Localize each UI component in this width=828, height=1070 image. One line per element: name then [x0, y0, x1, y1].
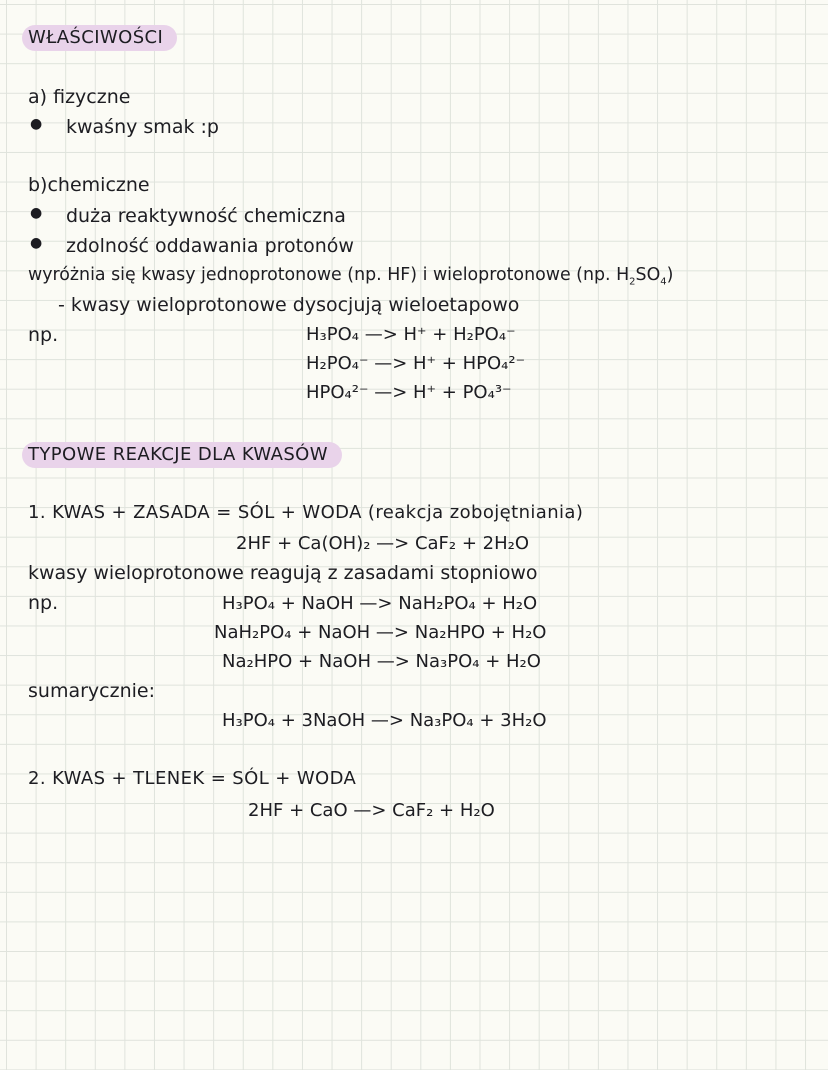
stepwise-dissociation-note: - kwasy wieloprotonowe dysocjują wieloetapowo — [58, 294, 520, 316]
dissociation-step-3: HPO₄²⁻ —> H⁺ + PO₄³⁻ — [306, 382, 512, 403]
summary-label: sumarycznie: — [28, 680, 155, 702]
bullet-icon: ● — [30, 116, 43, 132]
reaction-1-equation: 2HF + Ca(OH)₂ —> CaF₂ + 2H₂O — [236, 533, 530, 554]
reaction-1-title: 1. KWAS + ZASADA = SÓL + WODA (reakcja zobojętniania) — [28, 502, 584, 523]
reactions-heading: TYPOWE REAKCJE DLA KWASÓW — [22, 442, 342, 468]
physical-title: a) fizyczne — [28, 86, 131, 108]
dissociation-step-1: H₃PO₄ —> H⁺ + H₂PO₄⁻ — [306, 324, 516, 345]
reaction-2-title: 2. KWAS + TLENEK = SÓL + WODA — [28, 768, 357, 789]
neutralization-step-2: NaH₂PO₄ + NaOH —> Na₂HPO + H₂O — [214, 622, 547, 643]
properties-heading: WŁAŚCIWOŚCI — [22, 25, 177, 51]
summary-equation: H₃PO₄ + 3NaOH —> Na₃PO₄ + 3H₂O — [222, 710, 547, 731]
dissociation-step-2: H₂PO₄⁻ —> H⁺ + HPO₄²⁻ — [306, 353, 526, 374]
subscript: 2 — [629, 276, 636, 288]
example-label: np. — [28, 324, 59, 346]
reaction-1-note: kwasy wieloprotonowe reagują z zasadami stopniowo — [28, 562, 538, 584]
neutralization-step-3: Na₂HPO + NaOH —> Na₃PO₄ + H₂O — [222, 651, 541, 672]
polyprotic-note-end: ) — [666, 265, 674, 285]
formula-text: SO — [635, 265, 661, 285]
subscript: 4 — [660, 276, 667, 288]
chemical-item: zdolność oddawania protonów — [66, 235, 354, 257]
neutralization-step-1: H₃PO₄ + NaOH —> NaH₂PO₄ + H₂O — [222, 593, 538, 614]
bullet-icon: ● — [30, 235, 43, 251]
polyprotic-note — [28, 262, 673, 295]
chemical-title: b)chemiczne — [28, 174, 150, 196]
reaction-2-equation: 2HF + CaO —> CaF₂ + H₂O — [248, 800, 495, 821]
polyprotic-note-text: wyróżnia się kwasy jednoprotonowe (np. HF) i wieloprotonowe (np. H — [28, 265, 630, 285]
example-label: np. — [28, 592, 59, 614]
chemical-item: duża reaktywność chemiczna — [66, 205, 346, 227]
physical-item: kwaśny smak :p — [66, 116, 219, 138]
bullet-icon: ● — [30, 205, 43, 221]
